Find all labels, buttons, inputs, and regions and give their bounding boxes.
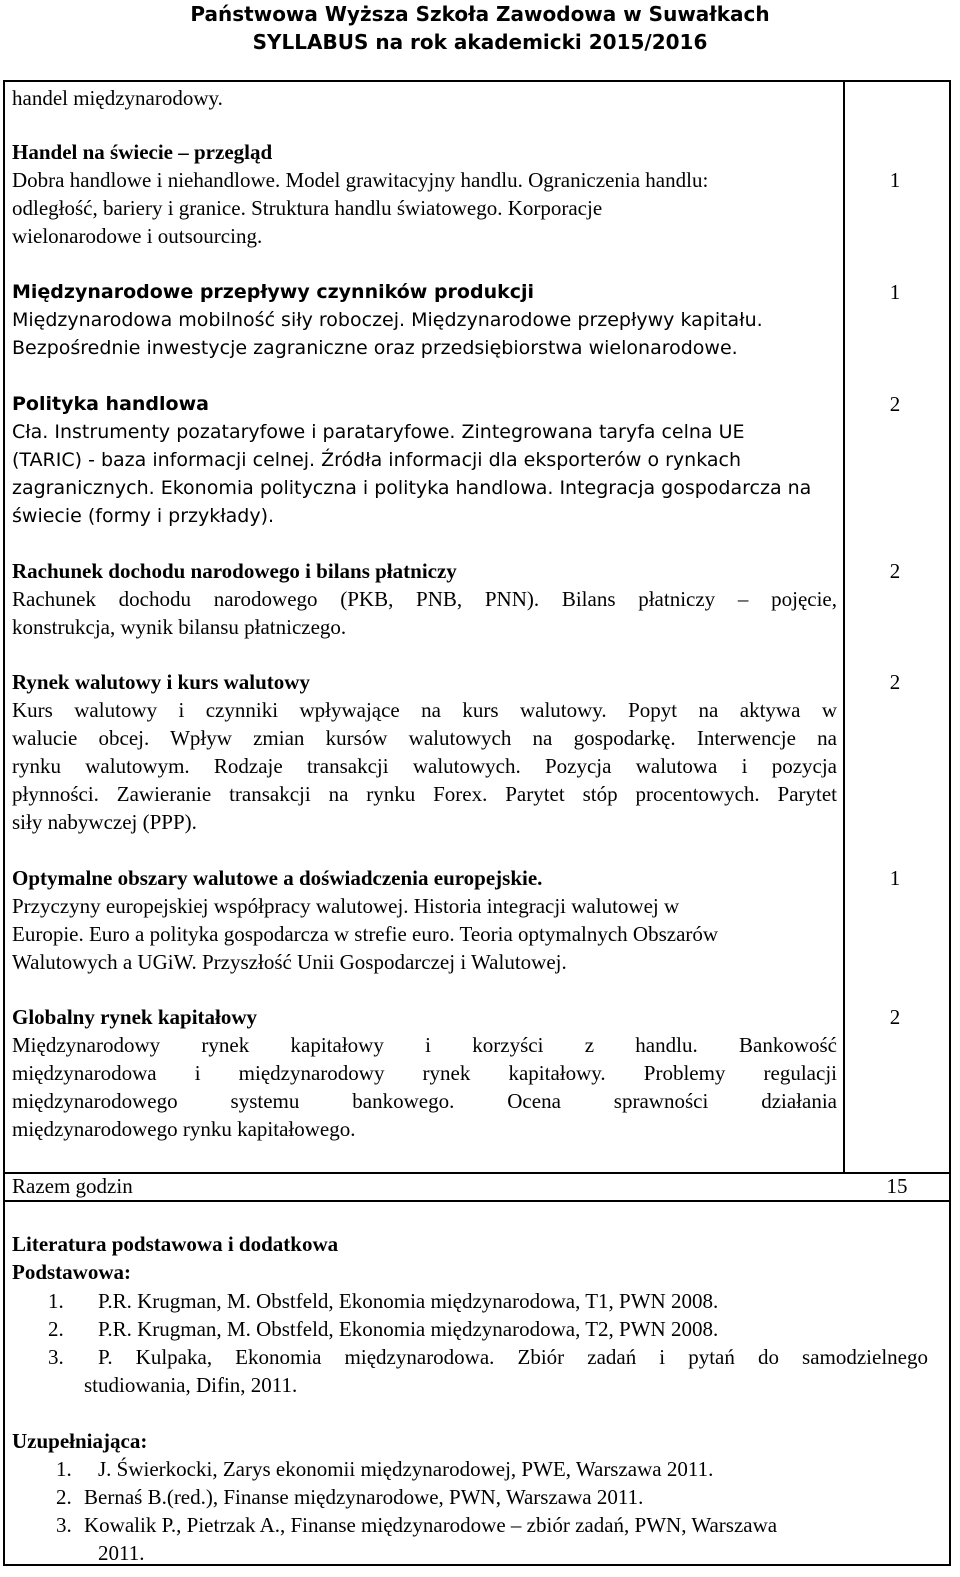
list-item-number: 1. — [56, 1457, 72, 1481]
basic-literature-label: Podstawowa: — [12, 1260, 131, 1284]
topic-hours: 1 — [889, 280, 901, 304]
total-row-bottom-border — [3, 1200, 951, 1202]
extra-literature-label: Uzupełniająca: — [12, 1429, 148, 1453]
topic-hours: 2 — [889, 1005, 901, 1029]
list-item: P.R. Krugman, M. Obstfeld, Ekonomia międzynarodowa, T2, PWN 2008. — [98, 1317, 719, 1341]
topic-line: siły nabywczej (PPP). — [12, 810, 197, 834]
list-item-number: 3. — [48, 1345, 64, 1369]
school-name: Państwowa Wyższa Szkoła Zawodowa w Suwałkach — [190, 2, 770, 26]
topic-line: odległość, bariery i granice. Struktura handlu światowego. Korporacje — [12, 196, 603, 220]
list-item: Kowalik P., Pietrzak A., Finanse międzynarodowe – zbiór zadań, PWN, Warszawa — [84, 1513, 778, 1537]
list-item: Bernaś B.(red.), Finanse międzynarodowe, PWN, Warszawa 2011. — [84, 1485, 644, 1509]
topic-title-factor-flows: Międzynarodowe przepływy czynników produkcji — [12, 281, 535, 303]
topic-line: Międzynarodowy rynek kapitałowy i korzyści z handlu. Bankowość — [12, 1033, 837, 1057]
topic-hours: 1 — [889, 168, 901, 192]
topic-line: Rachunek dochodu narodowego (PKB, PNB, PNN). Bilans płatniczy – pojęcie, — [12, 587, 837, 611]
topic-title-trade-overview: Handel na świecie – przegląd — [12, 140, 273, 164]
topic-line: wielonarodowe i outsourcing. — [12, 224, 263, 248]
topic-line: międzynarodowa i międzynarodowy rynek kapitałowy. Problemy regulacji — [12, 1061, 837, 1085]
topic-line: Dobra handlowe i niehandlowe. Model grawitacyjny handlu. Ograniczenia handlu: — [12, 168, 709, 192]
list-item-continuation: 2011. — [98, 1541, 145, 1565]
topic-line: walucie obcej. Wpływ zmian kursów walutowych na gospodarkę. Interwencje na — [12, 726, 837, 750]
topic-line: Cła. Instrumenty pozataryfowe i parataryfowe. Zintegrowana taryfa celna UE — [12, 421, 745, 443]
literature-heading: Literatura podstawowa i dodatkowa — [12, 1232, 339, 1256]
list-item-number: 1. — [48, 1289, 64, 1313]
topic-hours: 2 — [889, 392, 901, 416]
topic-line: Przyczyny europejskiej współpracy walutowej. Historia integracji walutowej w — [12, 894, 680, 918]
topic-title-optimal-currency-areas: Optymalne obszary walutowe a doświadczenia europejskie. — [12, 866, 543, 890]
topic-line: (TARIC) - baza informacji celnej. Źródła informacji dla eksporterów o rynkach — [12, 449, 742, 471]
topic-line: zagranicznych. Ekonomia polityczna i polityka handlowa. Integracja gospodarcza na — [12, 477, 812, 499]
topic-title-national-income: Rachunek dochodu narodowego i bilans płatniczy — [12, 559, 457, 583]
topic-continuation-line: handel międzynarodowy. — [12, 86, 223, 110]
topic-line: Bezpośrednie inwestycje zagraniczne oraz przedsiębiorstwa wielonarodowe. — [12, 337, 738, 359]
topic-hours: 2 — [889, 559, 901, 583]
list-item: J. Świerkocki, Zarys ekonomii międzynarodowej, PWE, Warszawa 2011. — [98, 1457, 714, 1481]
topic-line: rynku walutowym. Rodzaje transakcji walutowych. Pozycja walutowa i pozycja — [12, 754, 837, 778]
topic-line: konstrukcja, wynik bilansu płatniczego. — [12, 615, 347, 639]
topic-hours: 2 — [889, 670, 901, 694]
topic-line: Kurs walutowy i czynniki wpływające na kurs walutowy. Popyt na aktywa w — [12, 698, 837, 722]
list-item: P.R. Krugman, M. Obstfeld, Ekonomia międzynarodowa, T1, PWN 2008. — [98, 1289, 719, 1313]
list-item: P. Kulpaka, Ekonomia międzynarodowa. Zbiór zadań i pytań do samodzielnego — [98, 1345, 928, 1369]
list-item-number: 2. — [56, 1485, 72, 1509]
list-item-number: 2. — [48, 1317, 64, 1341]
syllabus-title: SYLLABUS na rok akademicki 2015/2016 — [252, 30, 708, 54]
hours-column-divider — [843, 80, 845, 1174]
topic-line: świecie (formy i przykłady). — [12, 505, 275, 527]
topic-title-trade-policy: Polityka handlowa — [12, 393, 209, 415]
topic-line: Walutowych a UGiW. Przyszłość Unii Gospodarczej i Walutowej. — [12, 950, 567, 974]
topic-title-fx-market: Rynek walutowy i kurs walutowy — [12, 670, 310, 694]
topic-title-global-capital-market: Globalny rynek kapitałowy — [12, 1005, 258, 1029]
topic-line: Europie. Euro a polityka gospodarcza w strefie euro. Teoria optymalnych Obszarów — [12, 922, 719, 946]
topic-line: Międzynarodowa mobilność siły roboczej. Międzynarodowe przepływy kapitału. — [12, 309, 763, 331]
topic-line: płynności. Zawieranie transakcji na rynku Forex. Parytet stóp procentowych. Parytet — [12, 782, 837, 806]
list-item-number: 3. — [56, 1513, 72, 1537]
list-item-continuation: studiowania, Difin, 2011. — [84, 1373, 298, 1397]
topic-line: międzynarodowego rynku kapitałowego. — [12, 1117, 356, 1141]
total-value: 15 — [886, 1174, 908, 1198]
topic-hours: 1 — [889, 866, 901, 890]
total-label: Razem godzin — [12, 1174, 133, 1198]
topic-line: międzynarodowego systemu bankowego. Ocena sprawności działania — [12, 1089, 837, 1113]
document-header — [0, 0, 960, 56]
